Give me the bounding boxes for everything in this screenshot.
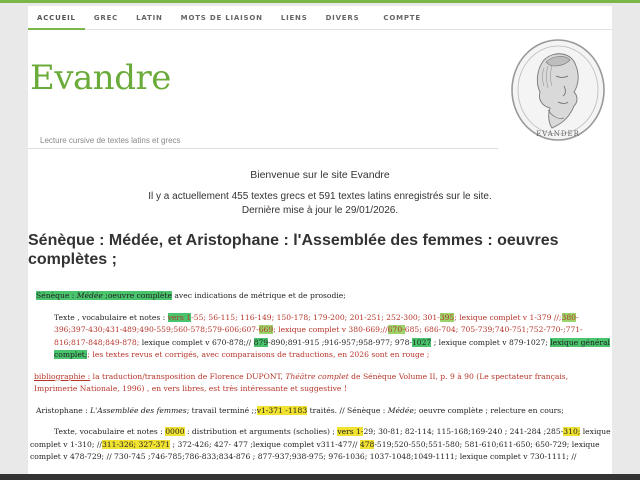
main-nav	[28, 6, 612, 30]
aristophane-intro	[28, 405, 612, 418]
link-380[interactable]: 380	[561, 312, 576, 322]
links-519-1111[interactable]: -519;520-550;551-580; 581-610;611-650; 650-729; lexique complet v 478-729; // 730-745 ;746-785;786-833;834-876 ; 877-937;938-975; 976-1036; 1037-1048;1049-1111; lexique complet v 730-1111; //	[30, 439, 600, 461]
relecture-note: ; oeuvre complète ; relecture en cours;	[413, 405, 564, 415]
links-372-477[interactable]: ; 372-426; 427- 477 ;lexique complet v311-477//	[170, 439, 360, 449]
links-685-878[interactable]: 685; 686-704; 705-739;740-751;752-770-;771-816;817-848;849-878;	[54, 325, 583, 347]
link-lexique-670-878[interactable]: lexique complet v 670-878;//	[139, 337, 254, 347]
top-accent-line	[0, 0, 640, 3]
links-396-607[interactable]: -396;397-430;431-489;490-559;560-578;579-606;607-	[54, 312, 579, 334]
vers-traites-badge: v1-371 -1183	[256, 405, 308, 415]
tagline-divider	[28, 148, 498, 149]
nav-item-mots-de-liaison[interactable]: MOTS DE LIAISON	[180, 13, 263, 22]
page-title: Sénèque : Médée, et Aristophane : l'Assemblée des femmes : oeuvres complètes ;	[28, 232, 559, 268]
nav-item-compte[interactable]: COMPTE	[383, 13, 421, 22]
link-669[interactable]: 669	[258, 325, 274, 334]
site-banner	[28, 30, 612, 148]
seneque-ref: traités. // Sénèque :	[307, 405, 388, 415]
bottom-bar	[0, 474, 640, 480]
link-vers-1[interactable]: vers 1	[167, 312, 192, 322]
assemblee-text-links	[28, 426, 612, 464]
link-311-371[interactable]: 311-326; 327-371	[101, 439, 171, 449]
texte-label: Texte , vocabulaire et notes :	[54, 312, 168, 322]
welcome-title: Bienvenue sur le site Evandre	[250, 169, 390, 181]
bibliographie-label: bibliographie :	[34, 371, 91, 381]
texte-label-2: Texte, vocabulaire et notes :	[54, 427, 166, 436]
biblio-text-2: de Sénèque Volume II, p. 9 à 90 (Le spectateur français, Imprimerie Nationale, 1996) , en vers libres, est très intéressante et suggestive !	[34, 371, 569, 393]
seneque-label[interactable]	[36, 291, 172, 300]
link-310[interactable]: 310;	[563, 427, 581, 436]
bibliographie	[28, 371, 612, 396]
link-lexique-1-310[interactable]: lexique complet v 1-310; //	[30, 427, 611, 449]
medee-title: Médée	[76, 291, 103, 300]
assemblee-title: L'Assemblée des femmes	[90, 405, 187, 415]
site-title[interactable]: Evandre	[30, 58, 171, 98]
link-lexique-879-1027[interactable]: ; lexique complet v 879-1027;	[431, 337, 551, 347]
revision-note: ; les textes revus et corrigés, avec comparaisons de traductions, en 2026 sont en rouge ;	[87, 350, 430, 359]
seneque-label-text: Sénèque :	[36, 291, 77, 300]
biblio-book-title: Théâtre complet	[285, 371, 349, 381]
link-vers-1-aristophane[interactable]: vers 1-	[337, 427, 364, 436]
nav-item-grec[interactable]: GREC	[93, 13, 119, 22]
link-395[interactable]: 395	[439, 312, 455, 322]
link-670[interactable]: 670-	[387, 325, 405, 334]
welcome-block	[28, 168, 612, 218]
link-478[interactable]: 478	[359, 439, 375, 449]
text-listing	[28, 290, 612, 473]
nav-item-divers[interactable]: DIVERS	[325, 13, 360, 22]
links-890-978[interactable]: -890;891-915 ;916-957;958-977; 978-	[268, 337, 412, 347]
oeuvre-complete-text: ;oeuvre complète	[102, 291, 172, 300]
metrique-note: avec indications de métrique et de prosodie;	[171, 291, 346, 300]
link-lexique-1-379[interactable]: ; lexique complet v 1-379 //;	[454, 312, 562, 322]
nav-item-latin[interactable]: LATIN	[136, 13, 163, 22]
nav-item-accueil[interactable]: ACCUEIL	[28, 6, 85, 30]
travail-termine: ; travail terminé ;;	[186, 405, 257, 415]
text-count: Il y a actuellement 455 textes grecs et 591 textes latins enregistrés sur le site.	[148, 191, 492, 202]
medee-ref: Médée	[387, 405, 414, 415]
link-0000[interactable]: 0000	[165, 427, 185, 436]
links-29-285[interactable]: 29; 30-81; 82-114; 115-168;169-240 ; 241-284 ;285-	[363, 427, 564, 436]
links-vers-55-301[interactable]: -55; 56-115; 116-149; 150-178; 179-200; 201-251; 252-300; 301-	[191, 312, 440, 322]
link-879[interactable]: 879	[253, 337, 269, 347]
link-lexique-general[interactable]: lexique général complet;	[54, 337, 610, 359]
aristophane-label: Aristophane :	[36, 405, 91, 415]
link-lexique-380-669[interactable]: ; lexique complet v 380-669;//	[273, 325, 388, 334]
coin-legend: EVANDER	[536, 130, 580, 138]
link-scholies[interactable]: : distribution et arguments (scholies) ;	[184, 427, 338, 436]
biblio-text-1: la traduction/transposition de Florence DUPONT,	[90, 371, 286, 381]
link-1027[interactable]: 1027	[411, 337, 432, 347]
nav-item-liens[interactable]: LIENS	[280, 13, 308, 22]
seneque-intro	[28, 290, 612, 303]
last-update: Dernière mise à jour le 29/01/2026.	[241, 205, 399, 216]
page-content	[28, 30, 612, 480]
medee-text-links	[28, 312, 612, 362]
site-tagline: Lecture cursive de textes latins et grecs	[40, 136, 181, 145]
evander-coin-logo	[508, 36, 608, 144]
